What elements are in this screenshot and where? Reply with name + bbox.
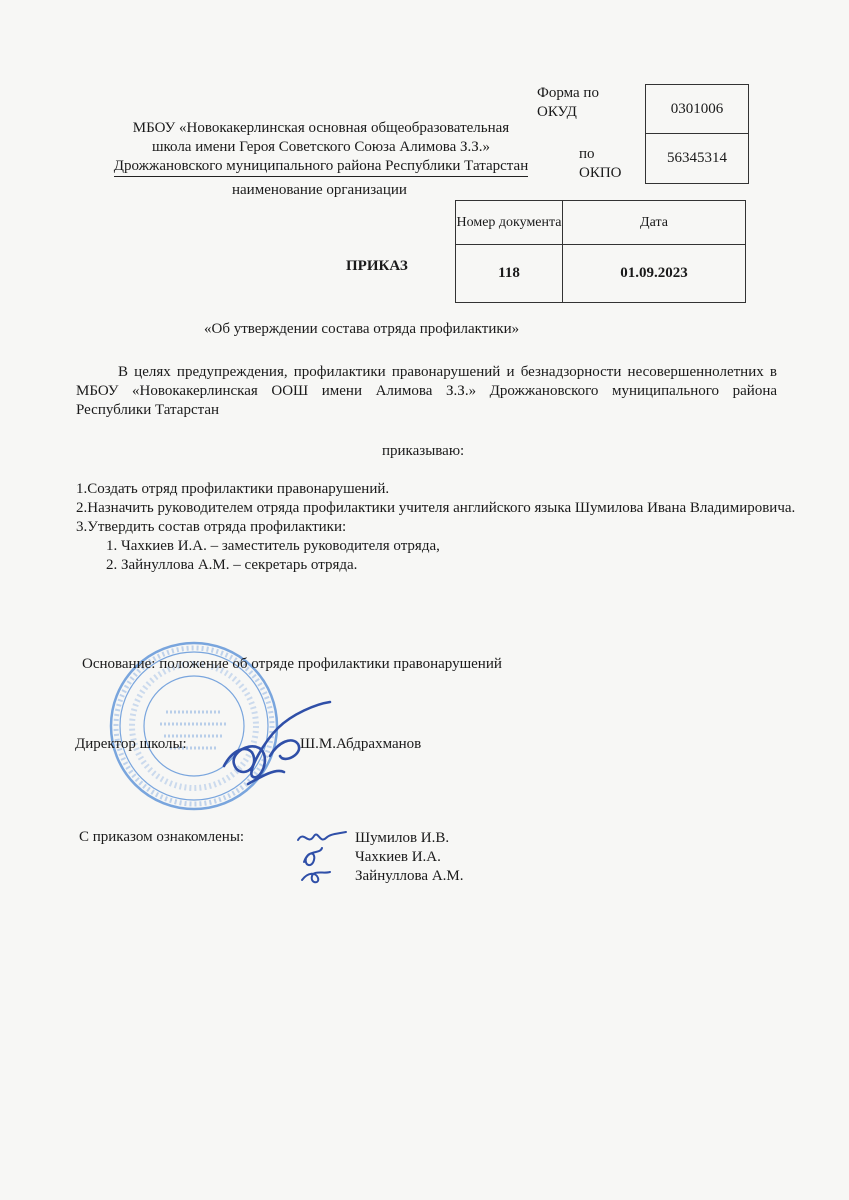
organization-line-3: Дрожжановского муниципального района Республики Татарстан	[114, 157, 528, 177]
familiarized-signatures	[290, 828, 354, 888]
order-sub-item: 1. Чахкиев И.А. – заместитель руководителя отряда,	[106, 538, 440, 554]
preamble: В целях предупреждения, профилактики правонарушений и безнадзорности несовершеннолетних в МБОУ «Новокакерлинская ООШ имени Алимова З.З.» Дрожжановского муниципального района Республики Татарстан	[76, 364, 777, 418]
okpo-value: 56345314	[646, 133, 748, 183]
number-header: Номер документа	[456, 201, 562, 245]
familiarized-name: Чахкиев И.А.	[355, 849, 441, 865]
order-item: 1.Создать отряд профилактики правонарушений.	[76, 481, 390, 497]
order-items	[76, 480, 796, 575]
order-word: приказываю:	[382, 443, 465, 459]
organization-line-1: МБОУ «Новокакерлинская основная общеобразовательная	[132, 120, 510, 136]
okud-value: 0301006	[670, 100, 724, 117]
date-header: Дата	[563, 201, 745, 245]
order-item: 3.Утвердить состав отряда профилактики:	[76, 519, 347, 535]
director-label: Директор школы:	[75, 736, 187, 752]
organization-block	[80, 119, 562, 177]
okpo-label: по ОКПО	[579, 146, 622, 181]
organization-line-2: школа имени Героя Советского Союза Алимова З.З.»	[151, 139, 491, 155]
document-number: 118	[498, 265, 520, 281]
order-item: 2.Назначить руководителем отряда профилактики учителя английского языка Шумилова Ивана Владимировича.	[76, 500, 796, 516]
organization-caption: наименование организации	[232, 182, 407, 198]
basis: Основание: положение об отряде профилактики правонарушений	[82, 656, 502, 672]
document-subject: «Об утверждении состава отряда профилактики»	[204, 321, 520, 337]
familiarized-name: Шумилов И.В.	[355, 830, 450, 846]
order-sub-item: 2. Зайнуллова А.М. – секретарь отряда.	[106, 557, 358, 573]
familiarized-list	[355, 829, 464, 886]
document-date: 01.09.2023	[620, 265, 688, 281]
familiarized-label: С приказом ознакомлены:	[79, 829, 245, 845]
director-name: Ш.М.Абдрахманов	[300, 736, 422, 752]
codes-box	[645, 84, 749, 184]
document-type: ПРИКАЗ	[346, 258, 408, 274]
okud-label: Форма по ОКУД	[537, 85, 599, 120]
document-number-table	[455, 200, 746, 303]
familiarized-name: Зайнуллова А.М.	[355, 868, 464, 884]
